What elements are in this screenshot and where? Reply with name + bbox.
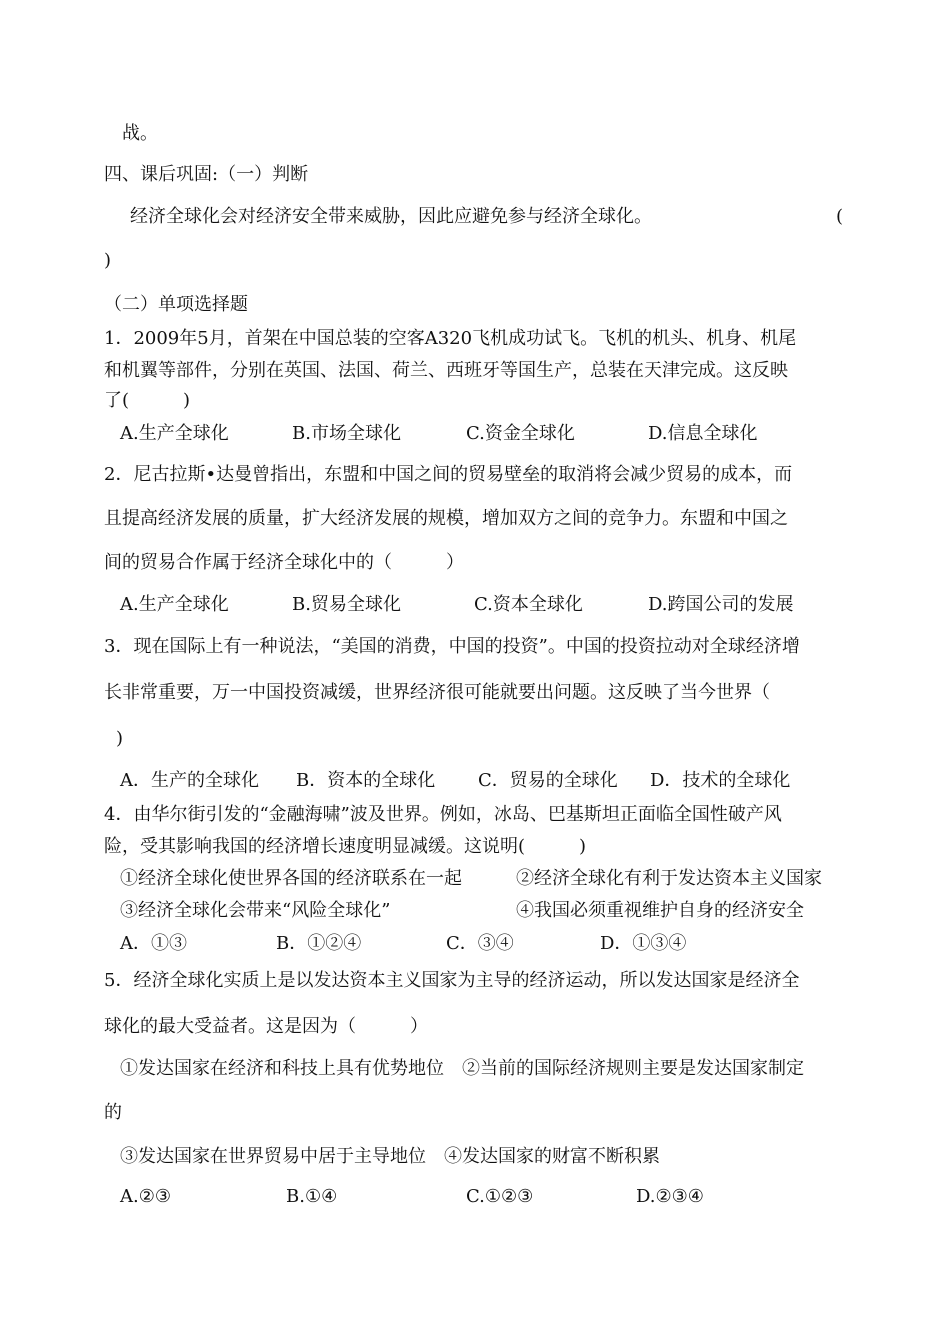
- q3-option-b: B．资本的全球化: [296, 770, 436, 791]
- section-heading-choice: （二）单项选择题: [104, 294, 248, 315]
- question-3-line-2: 长非常重要，万一中国投资减缓，世界经济很可能就要出问题。这反映了当今世界（: [104, 682, 770, 703]
- q4-statement-3: ③经济全球化会带来“风险全球化”: [120, 900, 391, 921]
- question-3-line-3: ): [116, 728, 124, 749]
- q2-option-d: D.跨国公司的发展: [648, 594, 794, 615]
- q4-statement-2: ②经济全球化有利于发达资本主义国家: [516, 868, 822, 889]
- q5-option-b: B.①④: [286, 1186, 338, 1207]
- q2-option-c: C.资本全球化: [474, 594, 583, 615]
- question-1-line-1: 1．2009年5月，首架在中国总装的空客A320飞机成功试飞。飞机的机头、机身、机尾: [104, 328, 797, 349]
- question-1-line-3: 了( ): [104, 390, 191, 411]
- q5-option-c: C.①②③: [466, 1186, 534, 1207]
- answer-paren-close: ): [104, 250, 112, 271]
- q3-option-d: D．技术的全球化: [650, 770, 791, 791]
- q4-option-c: C．③④: [446, 933, 514, 954]
- question-2-line-2: 且提高经济发展的质量，扩大经济发展的规模，增加双方之间的竞争力。东盟和中国之: [104, 508, 788, 529]
- text-line-continuation: 战。: [122, 123, 158, 144]
- q3-option-a: A．生产的全球化: [120, 770, 259, 791]
- answer-paren-open: (: [836, 206, 844, 227]
- q5-statement-3-4: ③发达国家在世界贸易中居于主导地位 ④发达国家的财富不断积累: [120, 1146, 660, 1167]
- q2-option-b: B.贸易全球化: [292, 594, 401, 615]
- q1-option-b: B.市场全球化: [292, 423, 401, 444]
- question-4-line-1: 4．由华尔街引发的“金融海啸”波及世界。例如，冰岛、巴基斯坦正面临全国性破产风: [104, 804, 782, 825]
- question-4-line-2: 险，受其影响我国的经济增长速度明显减缓。这说明( ): [104, 836, 587, 857]
- q4-statement-1: ①经济全球化使世界各国的经济联系在一起: [120, 868, 462, 889]
- q4-option-d: D．①③④: [600, 933, 687, 954]
- q1-option-c: C.资金全球化: [466, 423, 575, 444]
- q1-option-d: D.信息全球化: [648, 423, 758, 444]
- q4-statement-4: ④我国必须重视维护自身的经济安全: [516, 900, 804, 921]
- q1-option-a: A.生产全球化: [120, 423, 229, 444]
- question-3-line-1: 3．现在国际上有一种说法，“美国的消费，中国的投资”。中国的投资拉动对全球经济增: [104, 636, 800, 657]
- question-5-line-1: 5．经济全球化实质上是以发达资本主义国家为主导的经济运动，所以发达国家是经济全: [104, 970, 800, 991]
- judgment-statement: 经济全球化会对经济安全带来威胁，因此应避免参与经济全球化。: [130, 206, 652, 227]
- q5-option-a: A.②③: [120, 1186, 171, 1207]
- question-5-line-2: 球化的最大受益者。这是因为（ ）: [104, 1016, 428, 1037]
- q3-option-c: C．贸易的全球化: [478, 770, 618, 791]
- q2-option-a: A.生产全球化: [120, 594, 229, 615]
- section-heading-review: 四、课后巩固:（一）判断: [104, 164, 309, 185]
- q4-option-b: B．①②④: [276, 933, 362, 954]
- question-2-line-1: 2．尼古拉斯•达曼曾指出，东盟和中国之间的贸易壁垒的取消将会减少贸易的成本，而: [104, 464, 793, 485]
- q4-option-a: A．①③: [120, 933, 187, 954]
- question-1-line-2: 和机翼等部件，分别在英国、法国、荷兰、西班牙等国生产，总装在天津完成。这反映: [104, 360, 788, 381]
- question-2-line-3: 间的贸易合作属于经济全球化中的（ ）: [104, 552, 464, 573]
- q5-statement-1-2: ①发达国家在经济和科技上具有优势地位 ②当前的国际经济规则主要是发达国家制定: [120, 1058, 804, 1079]
- q5-option-d: D.②③④: [636, 1186, 704, 1207]
- q5-statement-continuation: 的: [104, 1102, 122, 1123]
